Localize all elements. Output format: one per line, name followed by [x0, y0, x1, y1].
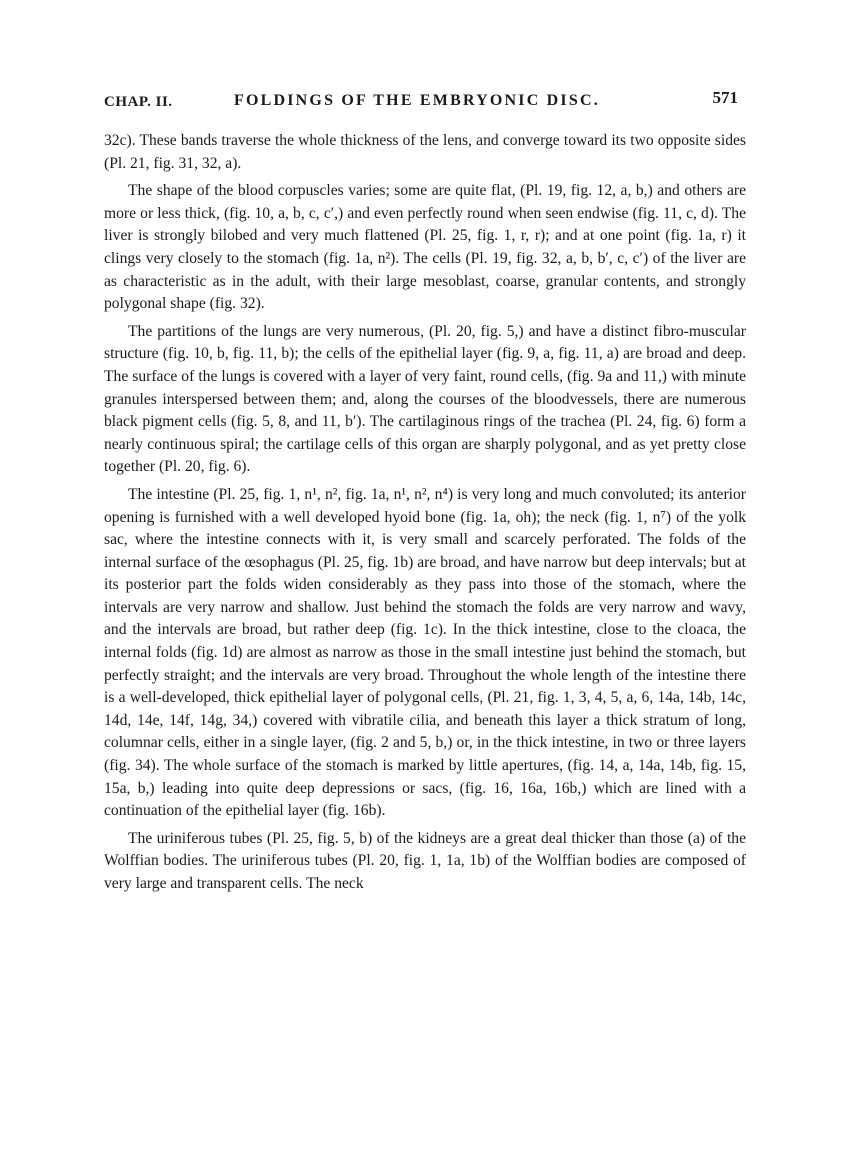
- paragraph: The shape of the blood corpuscles varies; some are quite flat, (Pl. 19, fig. 12, a, b,) and others are more or less thick, (fig. 10, a, b, c, c′,) and even perfectly round when seen endwise (fig. 11, c, d). The liver is strongly bilobed and very much flattened (Pl. 25, fig. 1, r, r); and at one point (fig. 1a, r) it clings very closely to the stomach (fig. 1a, n²). The cells (Pl. 19, fig. 32, a, b, b′, c, c′) of the liver are as characteristic as in the adult, with their large mesoblast, coarse, granular contents, and strongly polygonal shape (fig. 32).: [104, 182, 746, 313]
- paragraph: The partitions of the lungs are very numerous, (Pl. 20, fig. 5,) and have a distinct fibro-muscular structure (fig. 10, b, fig. 11, b); the cells of the epithelial layer (fig. 9, a, fig. 11, a) are broad and deep. The surface of the lungs is covered with a layer of very faint, round cells, (fig. 9a and 11,) with minute granules interspersed between them; and, along the courses of the bloodvessels, there are numerous black pigment cells (fig. 5, 8, and 11, b′). The cartilaginous rings of the trachea (Pl. 24, fig. 6) form a nearly continuous spiral; the cartilage cells of this organ are sharply polygonal, and as yet pretty close together (Pl. 20, fig. 6).: [104, 322, 746, 476]
- paragraph: The intestine (Pl. 25, fig. 1, n¹, n², fig. 1a, n¹, n², n⁴) is very long and much convoluted; its anterior opening is furnished with a well developed hyoid bone (fig. 1a, oh); the neck (fig. 1, n⁷) of the yolk sac, where the intestine connects with it, is very small and scarcely perforated. The folds of the internal surface of the œsophagus (Pl. 25, fig. 1b) are broad, and have narrow but deep intervals; but at its posterior part the folds widen considerably as they pass into those of the stomach, where the intervals are very narrow and shallow. Just behind the stomach the folds are very narrow and wavy, and the intervals are broad, but rather deep (fig. 1c). In the thick intestine, close to the cloaca, the internal folds (fig. 1d) are almost as narrow as those in the small intestine just behind the stomach, but perfectly straight; and the intervals are very broad. Throughout the whole length of the intestine there is a well-developed, thick epithelial layer of polygonal cells, (Pl. 21, fig. 1, 3, 4, 5, a, 6, 14a, 14b, 14c, 14d, 14e, 14f, 14g, 34,) covered with vibratile cilia, and beneath this layer a thick stratum of long, columnar cells, either in a single layer, (fig. 2 and 5, b,) or, in the thick intestine, in two or three layers (fig. 34). The whole surface of the stomach is marked by little apertures, (fig. 14, a, 14a, 14b, fig. 15, 15a, b,) leading into quite deep depressions or sacs, (fig. 16, 16a, 16b,) which are lined with a continuation of the epithelial layer (fig. 16b).: [104, 485, 746, 820]
- paragraph: The uriniferous tubes (Pl. 25, fig. 5, b) of the kidneys are a great deal thicker than those (a) of the Wolffian bodies. The uriniferous tubes (Pl. 20, fig. 1, 1a, 1b) of the Wolffian bodies are composed of very large and transparent cells. The neck: [104, 829, 746, 892]
- running-head: [104, 88, 746, 112]
- body-text: [104, 130, 746, 896]
- book-page: [104, 88, 746, 901]
- paragraph: 32c). These bands traverse the whole thickness of the lens, and converge toward its two opposite sides (Pl. 21, fig. 31, 32, a).: [104, 132, 746, 172]
- page-number: 571: [712, 88, 738, 107]
- chapter-label: CHAP. II.: [104, 94, 173, 110]
- running-title: FOLDINGS OF THE EMBRYONIC DISC.: [234, 92, 600, 109]
